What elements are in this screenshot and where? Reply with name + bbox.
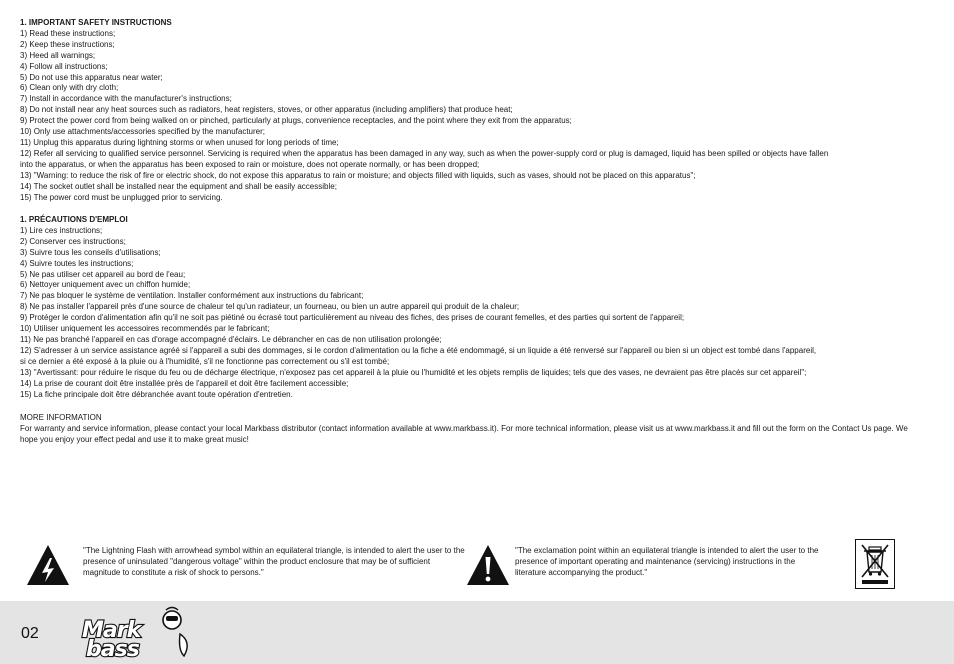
lightning-warning-icon	[26, 543, 70, 587]
safety-item: si ce dernier a été exposé à la pluie ou à l'humidité, s'il ne fonctionne pas correctement ou s'il est tombé;	[20, 356, 390, 366]
more-info-heading: MORE INFORMATION	[20, 413, 102, 422]
safety-item: 8) Ne pas installer l'appareil près d'une source de chaleur tel qu'un radiateur, un fourneau, ou bien un autre appareil qui produit de la chaleur;	[20, 302, 520, 312]
safety-item: 8) Do not install near any heat sources such as radiators, heat registers, stoves, or other apparatus (including amplifiers) that produce heat;	[20, 105, 513, 115]
safety-item: 10) Utiliser uniquement les accessoires recommendés par le fabricant;	[20, 324, 270, 334]
safety-item: 2) Conserver ces instructions;	[20, 236, 126, 246]
markbass-logo	[80, 606, 195, 660]
page-number: 02	[21, 625, 39, 642]
safety-item: 15) The power cord must be unplugged prior to servicing.	[20, 192, 223, 202]
safety-item: 4) Suivre toutes les instructions;	[20, 258, 134, 268]
safety-item: 12) S'adresser à un service assistance agréé si l'appareil a subi des dommages, si le cordon d'alimentation ou la fiche a été endommagé, si un liquide a été renversé sur l'appareil ou bien si un object est tombé dans l'appareil,	[20, 345, 817, 355]
safety-item: 3) Heed all warnings;	[20, 50, 96, 60]
safety-item: 13) "Avertissant: pour réduire le risque du feu ou de décharge électrique, n'exposez pas cet appareil à la pluie ou l'humidité et les objets remplis de liquides; tels que des vases, ne devraient pas être placés sur cet appareil";	[20, 367, 807, 377]
safety-heading-en: 1. IMPORTANT SAFETY INSTRUCTIONS	[20, 18, 172, 27]
exclamation-warning-text: "The exclamation point within an equilateral triangle is intended to alert the user to the presence of important operating and maintenance (servicing) instructions in the literature accompanying the product."	[515, 546, 819, 577]
safety-item: 15) La fiche principale doit être débranchée avant toute opération d'entretien.	[20, 389, 293, 399]
lightning-warning-text: "The Lightning Flash with arrowhead symbol within an equilateral triangle, is intended to alert the user to the presence of uninsulated "dangerous voltage" within the product enclosure that may be of sufficient magnitude to constitute a risk of shock to persons."	[83, 546, 465, 577]
safety-item: 7) Install in accordance with the manufacturer's instructions;	[20, 94, 232, 104]
safety-item: 12) Refer all servicing to qualified service personnel. Servicing is required when the apparatus has been damaged in any way, such as when the power-supply cord or plug is damaged, liquid has been spilled or objects have fallen	[20, 148, 829, 158]
safety-item: into the apparatus, or when the apparatus has been exposed to rain or moisture, does not operate normally, or has been dropped;	[20, 159, 480, 169]
safety-item: 6) Nettoyer uniquement avec un chiffon humide;	[20, 280, 191, 290]
safety-item: 11) Unplug this apparatus during lightning storms or when unused for long periods of time;	[20, 137, 339, 147]
safety-item: 6) Clean only with dry cloth;	[20, 83, 119, 93]
logo-line-1: Mark	[82, 618, 141, 643]
safety-item: 4) Follow all instructions;	[20, 61, 108, 71]
safety-item: 13) "Warning: to reduce the risk of fire or electric shock, do not expose this apparatus to rain or moisture; and objects filled with liquids, such as vases, should not be placed on this apparatus";	[20, 170, 696, 180]
safety-item: 14) La prise de courant doit être installée près de l'appareil et doit être facilement accessible;	[20, 378, 349, 388]
safety-item: 9) Protect the power cord from being walked on or pinched, particularly at plugs, convenience receptacles, and the point where they exit from the apparatus;	[20, 116, 572, 126]
safety-item: 10) Only use attachments/accessories specified by the manufacturer;	[20, 127, 266, 137]
safety-item: 2) Keep these instructions;	[20, 39, 115, 49]
safety-instructions-en	[20, 18, 920, 203]
safety-item: 11) Ne pas branché l'appareil en cas d'orage accompagné d'éclairs. Le débrancher en cas de non utilisation prolongée;	[20, 334, 442, 344]
safety-item: 3) Suivre tous les conseils d'utilisations;	[20, 247, 161, 257]
logo-line-2: bass	[86, 637, 139, 660]
safety-item: 14) The socket outlet shall be installed near the equipment and shall be easily accessible;	[20, 181, 337, 191]
safety-item: 1) Lire ces instructions;	[20, 225, 103, 235]
safety-item: 7) Ne pas bloquer le système de ventilation. Installer conformément aux instructions du fabricant;	[20, 291, 364, 301]
safety-item: 1) Read these instructions;	[20, 28, 116, 38]
more-information	[20, 413, 910, 446]
safety-item: 5) Ne pas utiliser cet appareil au bord de l'eau;	[20, 269, 186, 279]
crossed-bin-icon	[855, 539, 895, 589]
safety-item: 9) Protéger le cordon d'alimentation afin qu'il ne soit pas piétiné ou écrasé tout particulièrement au niveau des fiches, des prises de courant femelles, et des parties qui sortent de l'appareil;	[20, 313, 685, 323]
safety-item: 5) Do not use this apparatus near water;	[20, 72, 163, 82]
more-info-body: For warranty and service information, please contact your local Markbass distributor (contact information available at www.markbass.it). For more technical information, please visit us at www.markbass.it and fill out the form on the Contact Us page. We hope you enjoy your effect pedal and use it to make great music!	[20, 423, 908, 444]
safety-heading-fr: 1. PRÉCAUTIONS D'EMPLOI	[20, 215, 128, 224]
exclamation-warning-icon	[466, 543, 510, 587]
safety-instructions-fr	[20, 215, 920, 400]
